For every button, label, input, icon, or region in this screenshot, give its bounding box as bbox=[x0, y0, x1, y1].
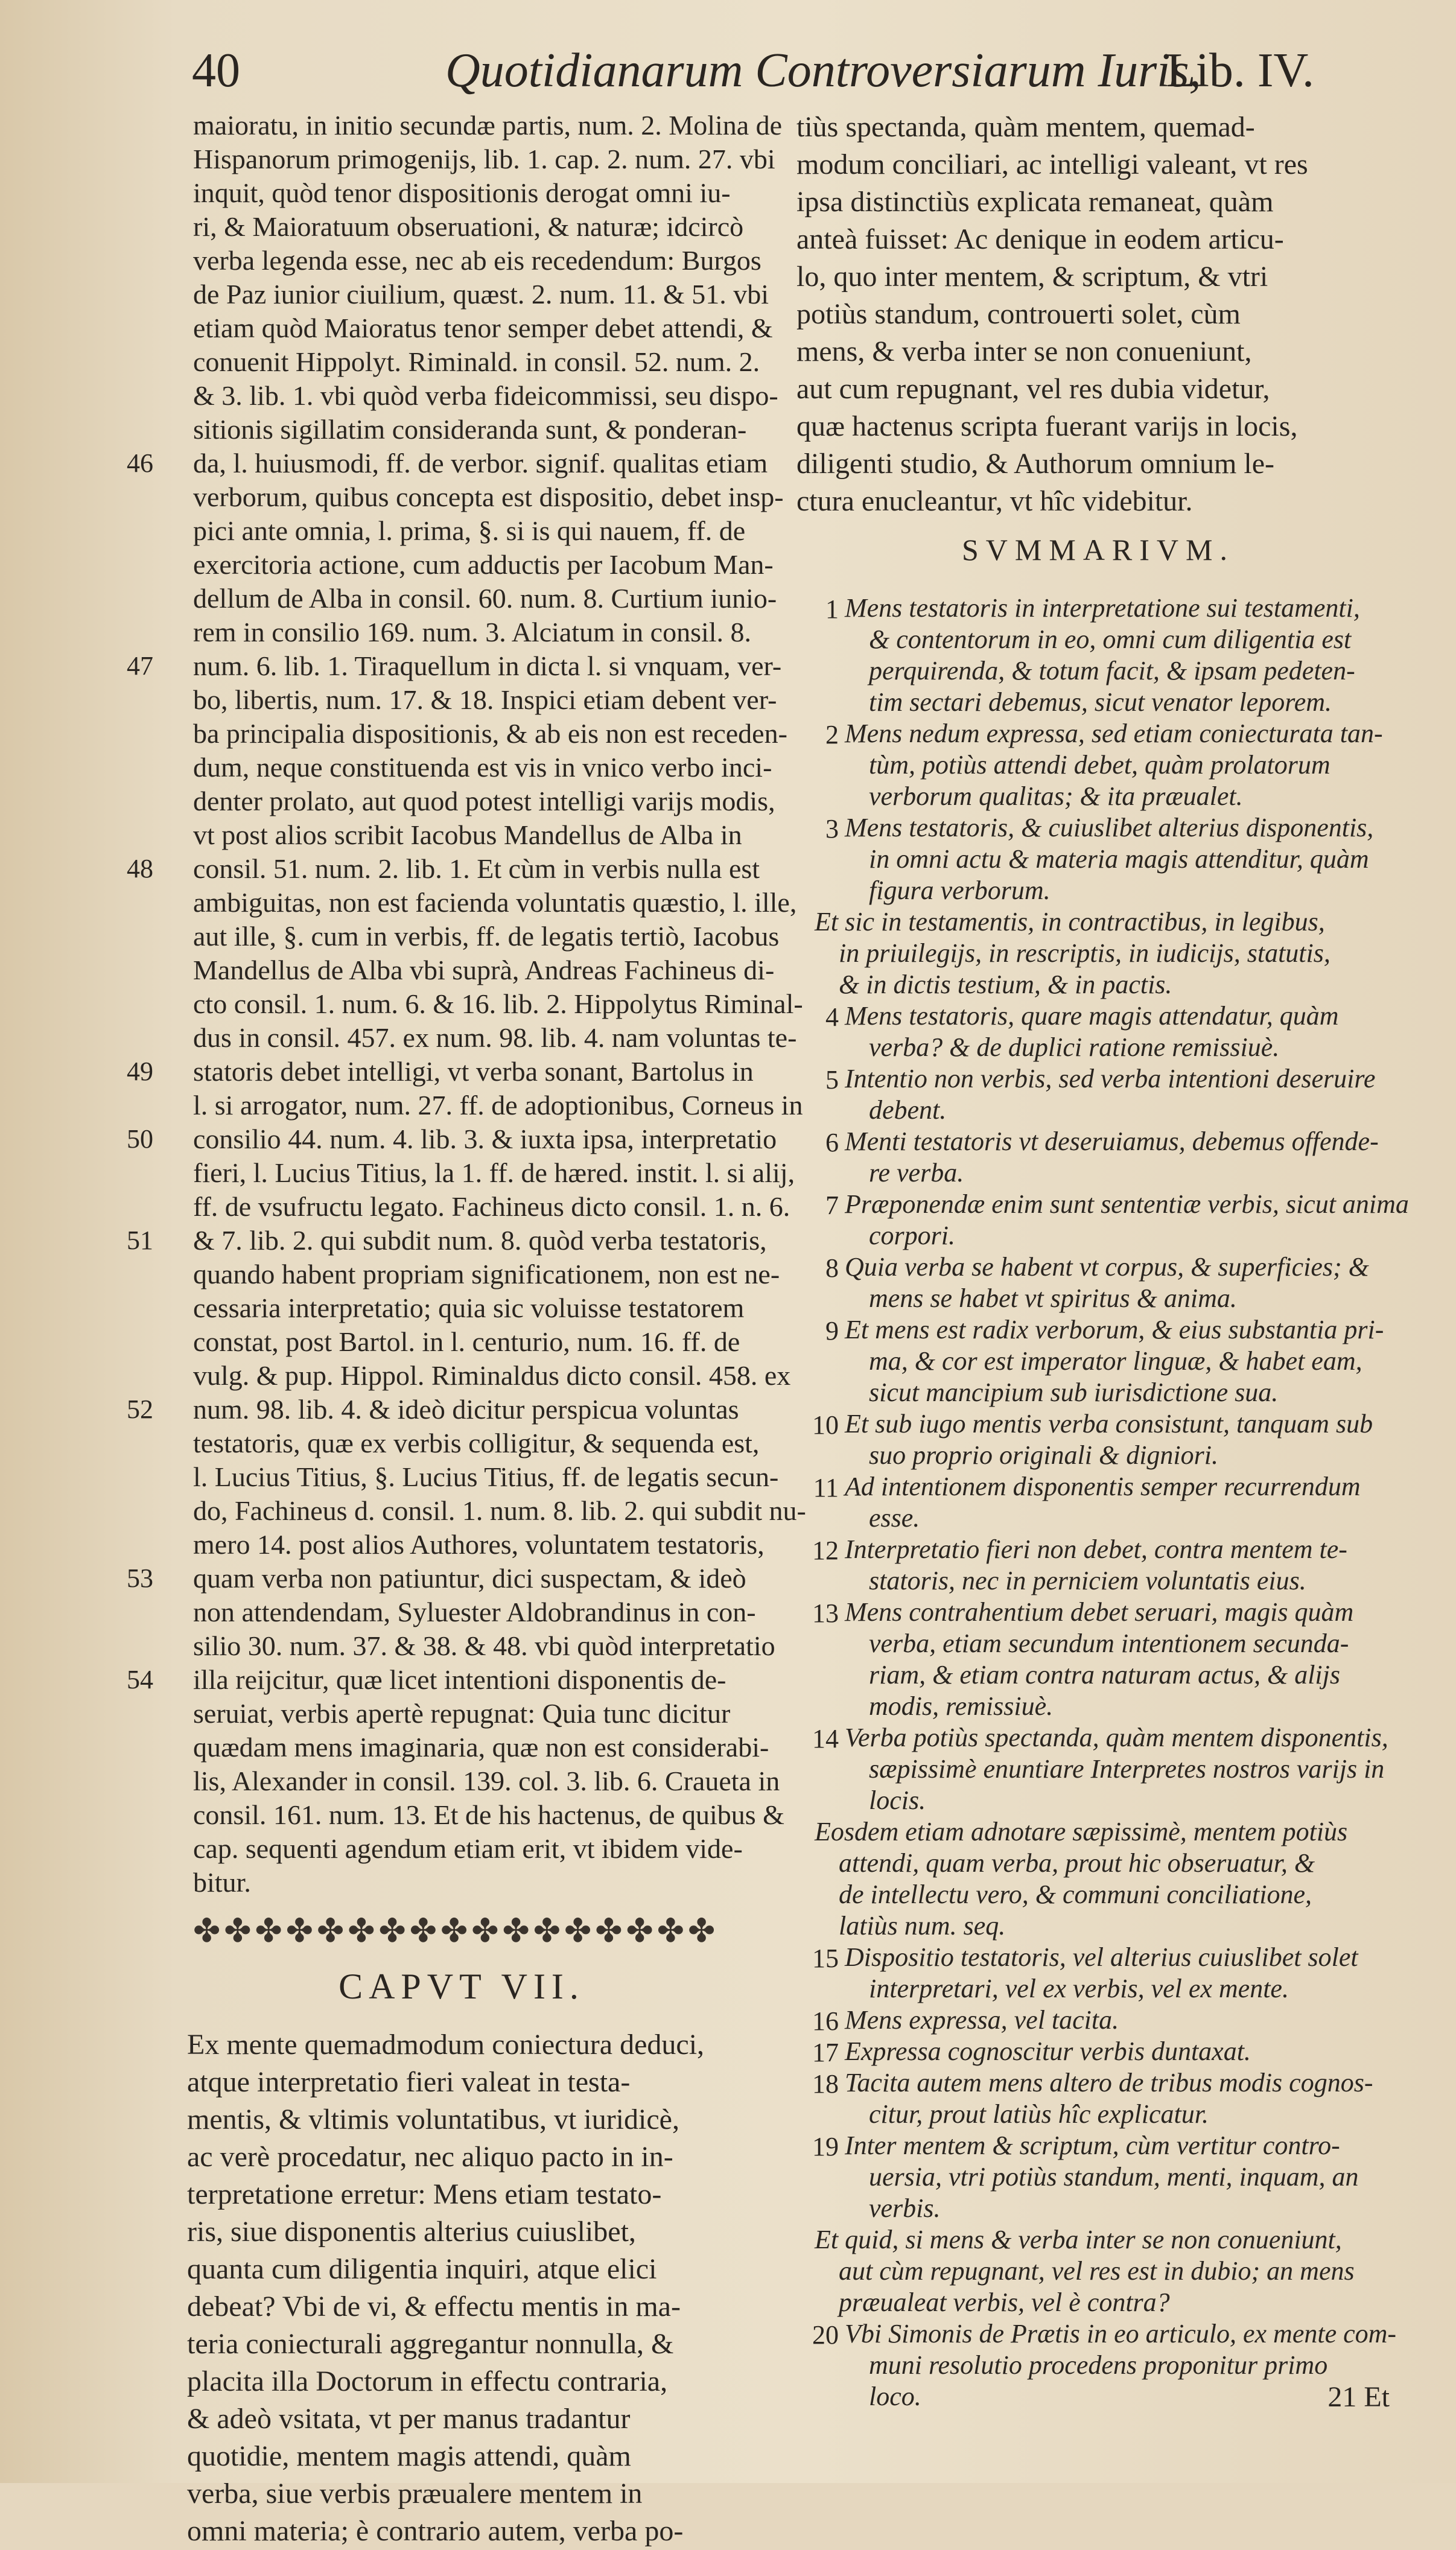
text-line: de Paz iunior ciuilium, quæst. 2. num. 11. & 51. vbi bbox=[193, 279, 769, 310]
summary-line: Eosdem etiam adnotare sæpissimè, mentem potiùs bbox=[815, 1817, 1348, 1846]
text-line: ba principalia dispositionis, & ab eis non est receden- bbox=[193, 718, 787, 749]
text-line: teria coniecturali aggregantur nonnulla, & bbox=[187, 2328, 674, 2360]
summary-item bbox=[796, 2067, 1400, 2130]
text-line: l. si arrogator, num. 27. ff. de adoptionibus, Corneus in bbox=[193, 1090, 803, 1121]
summary-item bbox=[796, 718, 1400, 812]
text-line: lis, Alexander in consil. 139. col. 3. lib. 6. Craueta in bbox=[193, 1766, 780, 1796]
text-line: verba, siue verbis præualere mentem in bbox=[187, 2478, 643, 2510]
summary-line: sicut mancipium sub iurisdictione sua. bbox=[869, 1378, 1279, 1407]
text-line: Mandellus de Alba vbi suprà, Andreas Fachineus di- bbox=[193, 955, 775, 985]
margin-number: 46 bbox=[127, 448, 153, 478]
summary-item bbox=[796, 1000, 1400, 1063]
summary-line: mens se habet vt spiritus & anima. bbox=[869, 1283, 1237, 1313]
summary-line: verborum qualitas; & ita præualet. bbox=[869, 781, 1243, 811]
summary-number: 19 bbox=[812, 2132, 839, 2161]
summary-item bbox=[796, 1063, 1400, 1126]
summary-line: Verba potiùs spectanda, quàm mentem disponentis, bbox=[845, 1723, 1388, 1752]
summary-line: Mens expressa, vel tacita. bbox=[845, 2005, 1119, 2035]
summary-item bbox=[796, 1597, 1400, 1722]
text-line: fieri, l. Lucius Titius, la 1. ff. de hæred. instit. l. si alij, bbox=[193, 1157, 795, 1188]
summary-number: 12 bbox=[812, 1536, 839, 1565]
text-line: pici ante omnia, l. prima, §. si is qui nauem, ff. de bbox=[193, 515, 746, 546]
summary-line: muni resolutio procedens proponitur primo bbox=[869, 2350, 1328, 2380]
text-line: modum conciliari, ac intelligi valeant, vt res bbox=[796, 148, 1308, 180]
chapter-heading: CAPVT VII. bbox=[339, 1967, 585, 2006]
summary-line: sæpissimè enuntiare Interpretes nostros varijs in bbox=[869, 1754, 1385, 1784]
text-line: dus in consil. 457. ex num. 98. lib. 4. nam voluntas te- bbox=[193, 1022, 797, 1053]
summary-item bbox=[796, 593, 1400, 718]
text-line: terpretatione erretur: Mens etiam testato- bbox=[187, 2178, 662, 2210]
text-line: ac verè procedatur, nec aliquo pacto in in- bbox=[187, 2141, 673, 2173]
text-line: bitur. bbox=[193, 1867, 251, 1898]
text-line: ctura enucleantur, vt hîc videbitur. bbox=[796, 485, 1193, 517]
summary-item bbox=[796, 1471, 1400, 1534]
text-line: illa reijcitur, quæ licet intentioni disponentis de- bbox=[193, 1664, 726, 1695]
summary-item bbox=[796, 1942, 1400, 2005]
catchword: 21 Et bbox=[1327, 2381, 1390, 2413]
margin-number: 49 bbox=[127, 1057, 153, 1086]
summary-number: 15 bbox=[812, 1944, 839, 1973]
summary-heading: SVMMARIVM. bbox=[961, 533, 1235, 567]
text-line: ri, & Maioratuum obseruationi, & naturæ; idcircò bbox=[193, 211, 744, 242]
text-line: ambiguitas, non est facienda voluntatis quæstio, l. ille, bbox=[193, 887, 797, 918]
summary-line: Mens contrahentium debet seruari, magis quàm bbox=[845, 1597, 1354, 1627]
summary-line: Dispositio testatoris, vel alterius cuiuslibet solet bbox=[845, 1942, 1358, 1972]
summary-line: tim sectari debemus, sicut venator leporem. bbox=[869, 687, 1332, 717]
summary-line: citur, prout latiùs hîc explicatur. bbox=[869, 2099, 1209, 2129]
right-column bbox=[796, 109, 1409, 2412]
summary-item bbox=[796, 1816, 1400, 1942]
text-line: & adeò vsitata, vt per manus tradantur bbox=[187, 2403, 631, 2435]
text-line: ipsa distinctiùs explicata remaneat, quàm bbox=[796, 186, 1274, 218]
text-line: tiùs spectanda, quàm mentem, quemad- bbox=[796, 111, 1255, 143]
summary-line: verba? & de duplici ratione remissiuè. bbox=[869, 1032, 1280, 1062]
text-line: anteà fuisset: Ac denique in eodem articu- bbox=[796, 223, 1284, 255]
summary-line: Et mens est radix verborum, & eius substantia pri- bbox=[845, 1315, 1384, 1344]
text-line: exercitoria actione, cum adductis per Iacobum Man- bbox=[193, 549, 774, 580]
commentary-text bbox=[127, 109, 806, 1900]
summary-line: uersia, vtri potiùs standum, menti, inquam, an bbox=[869, 2162, 1359, 2192]
text-line: quæ hactenus scripta fuerant varijs in locis, bbox=[796, 410, 1298, 442]
summary-line: re verba. bbox=[869, 1158, 964, 1188]
text-line: maioratu, in initio secundæ partis, num. 2. Molina de bbox=[193, 110, 783, 141]
summary-line: Et quid, si mens & verba inter se non conueniunt, bbox=[815, 2225, 1342, 2254]
summary-item bbox=[796, 1189, 1409, 1251]
margin-number: 50 bbox=[127, 1124, 153, 1154]
summary-number: 10 bbox=[812, 1410, 839, 1440]
summary-line: Menti testatoris vt deseruiamus, debemus offende- bbox=[845, 1127, 1379, 1156]
chapter-argument bbox=[127, 2026, 796, 2550]
summary-line: Quia verba se habent vt corpus, & superficies; & bbox=[845, 1252, 1369, 1282]
summary-item bbox=[796, 1534, 1400, 1597]
text-line: num. 98. lib. 4. & ideò dicitur perspicua voluntas bbox=[193, 1394, 739, 1425]
text-line: bo, libertis, num. 17. & 18. Inspici etiam debent ver- bbox=[193, 684, 777, 715]
summary-line: modis, remissiuè. bbox=[869, 1691, 1054, 1721]
text-line: consilio 44. num. 4. lib. 3. & iuxta ipsa, interpretatio bbox=[193, 1124, 777, 1154]
summary-number: 3 bbox=[825, 814, 839, 844]
text-line: & 3. lib. 1. vbi quòd verba fideicommissi, seu dispo- bbox=[193, 380, 778, 411]
text-line: aut ille, §. cum in verbis, ff. de legatis tertiò, Iacobus bbox=[193, 921, 780, 952]
text-line: consil. 161. num. 13. Et de his hactenus, de quibus & bbox=[193, 1799, 784, 1830]
summary-line: perquirenda, & totum facit, & ipsam pedeten- bbox=[869, 656, 1355, 685]
summary-line: esse. bbox=[869, 1503, 920, 1533]
text-line: mentis, & vltimis voluntatibus, vt iuridicè, bbox=[187, 2103, 679, 2135]
text-line: do, Fachineus d. consil. 1. num. 8. lib. 2. qui subdit nu- bbox=[193, 1495, 806, 1526]
summary-number: 11 bbox=[813, 1473, 839, 1502]
summary-line: corpori. bbox=[869, 1221, 955, 1250]
margin-number: 52 bbox=[127, 1394, 153, 1424]
summary-line: tùm, potiùs attendi debet, quàm prolatorum bbox=[869, 750, 1330, 780]
text-line: inquit, quòd tenor dispositionis derogat omni iu- bbox=[193, 177, 731, 208]
summary-item bbox=[796, 1314, 1400, 1408]
text-line: testatoris, quæ ex verbis colligitur, & sequenda est, bbox=[193, 1428, 760, 1458]
page-number: 40 bbox=[192, 44, 240, 97]
summary-line: & contentorum in eo, omni cum diligentia est bbox=[869, 625, 1352, 654]
text-line: quam verba non patiuntur, dici suspectam, & ideò bbox=[193, 1563, 746, 1594]
summary-line: interpretari, vel ex verbis, vel ex mente. bbox=[869, 1974, 1289, 2003]
text-line: mens, & verba inter se non conueniunt, bbox=[796, 335, 1252, 367]
text-line: vt post alios scribit Iacobus Mandellus de Alba in bbox=[193, 819, 742, 850]
summary-line: & in dictis testium, & in pactis. bbox=[839, 970, 1172, 999]
summary-item bbox=[796, 812, 1400, 906]
summary-item bbox=[796, 1408, 1400, 1471]
summary-line: verba, etiam secundum intentionem secunda- bbox=[869, 1629, 1349, 1658]
text-line: verba legenda esse, nec ab eis recedendum: Burgos bbox=[193, 245, 761, 276]
text-line: cap. sequenti agendum etiam erit, vt ibidem vide- bbox=[193, 1833, 743, 1864]
text-line: denter prolato, aut quod potest intelligi varijs modis, bbox=[193, 786, 775, 816]
text-line: placita illa Doctorum in effectu contraria, bbox=[187, 2365, 668, 2397]
summary-line: suo proprio originali & digniori. bbox=[869, 1440, 1219, 1470]
summary-line: aut cùm repugnant, vel res est in dubio; an mens bbox=[839, 2256, 1355, 2286]
summary-line: verbis. bbox=[869, 2193, 941, 2223]
summary-number: 17 bbox=[812, 2038, 839, 2067]
summary-line: debent. bbox=[869, 1095, 947, 1125]
text-line: dum, neque constituenda est vis in vnico verbo inci- bbox=[193, 752, 772, 783]
text-line: rem in consilio 169. num. 3. Alciatum in consil. 8. bbox=[193, 617, 752, 647]
summary-line: statoris, nec in perniciem voluntatis eius. bbox=[869, 1566, 1306, 1595]
summary-number: 5 bbox=[825, 1065, 839, 1095]
summary-line: Mens testatoris, quare magis attendatur, quàm bbox=[845, 1001, 1339, 1031]
chapter-argument-continued bbox=[796, 109, 1400, 520]
text-line: aut cum repugnant, vel res dubia videtur, bbox=[796, 373, 1270, 405]
summary-line: Præponendæ enim sunt sententiæ verbis, sicut anima bbox=[845, 1189, 1409, 1219]
text-line: sitionis sigillatim consideranda sunt, & ponderan- bbox=[193, 414, 747, 445]
text-line: quædam mens imaginaria, quæ non est considerabi- bbox=[193, 1732, 769, 1763]
text-line: potiùs standum, controuerti solet, cùm bbox=[796, 298, 1241, 330]
ornament-band: ✤✤✤✤✤✤✤✤✤✤✤✤✤✤✤✤✤ bbox=[193, 1913, 719, 1949]
margin-number: 48 bbox=[127, 854, 153, 883]
text-line: atque interpretatio fieri valeat in testa- bbox=[187, 2066, 631, 2098]
summary-line: Intentio non verbis, sed verba intentioni deseruire bbox=[845, 1064, 1376, 1093]
text-line: cto consil. 1. num. 6. & 16. lib. 2. Hippolytus Riminal- bbox=[193, 988, 803, 1019]
text-line: Ex mente quemadmodum coniectura deduci, bbox=[187, 2029, 705, 2061]
running-title: Quotidianarum Controversiarum Iuris, bbox=[445, 44, 1201, 97]
text-line: seruiat, verbis apertè repugnat: Quia tunc dicitur bbox=[193, 1698, 731, 1729]
running-header bbox=[192, 37, 1314, 116]
text-line: num. 6. lib. 1. Tiraquellum in dicta l. si vnquam, ver- bbox=[193, 650, 782, 681]
text-line: cessaria interpretatio; quia sic voluisse testatorem bbox=[193, 1292, 745, 1323]
summary-line: Mens testatoris, & cuiuslibet alterius disponentis, bbox=[845, 813, 1374, 842]
summary-number: 1 bbox=[825, 594, 839, 624]
text-line: conuenit Hippolyt. Riminald. in consil. 52. num. 2. bbox=[193, 346, 760, 377]
summary-item bbox=[796, 1126, 1400, 1189]
text-line: diligenti studio, & Authorum omnium le- bbox=[796, 448, 1274, 480]
text-line: statoris debet intelligi, vt verba sonant, Bartolus in bbox=[193, 1056, 754, 1087]
summary-item bbox=[796, 2130, 1400, 2224]
summary-line: in priuilegijs, in rescriptis, in iudicijs, statutis, bbox=[839, 938, 1330, 968]
summary-number: 13 bbox=[812, 1598, 839, 1628]
margin-number: 53 bbox=[127, 1563, 153, 1593]
summary-line: latiùs num. seq. bbox=[839, 1911, 1006, 1941]
text-line: lo, quo inter mentem, & scriptum, & vtri bbox=[796, 261, 1268, 293]
summary-number: 14 bbox=[812, 1724, 839, 1754]
summary-number: 7 bbox=[825, 1191, 839, 1220]
text-line: non attendendam, Syluester Aldobrandinus in con- bbox=[193, 1597, 756, 1627]
text-line: etiam quòd Maioratus tenor semper debet attendi, & bbox=[193, 313, 773, 343]
summary-line: loco. bbox=[869, 2382, 921, 2411]
summary-line: Inter mentem & scriptum, cùm vertitur contro- bbox=[845, 2131, 1340, 2160]
summary-line: Mens testatoris in interpretatione sui testamenti, bbox=[845, 593, 1360, 623]
summary-line: Tacita autem mens altero de tribus modis cognos- bbox=[845, 2068, 1373, 2097]
text-line: dellum de Alba in consil. 60. num. 8. Curtium iunio- bbox=[193, 583, 777, 614]
left-column bbox=[127, 109, 806, 2550]
summary-line: ma, & cor est imperator linguæ, & habet eam, bbox=[869, 1346, 1362, 1376]
summary-item bbox=[796, 1251, 1400, 1314]
summary-item bbox=[796, 2036, 1400, 2067]
margin-number: 51 bbox=[127, 1226, 153, 1255]
summary-line: Et sub iugo mentis verba consistunt, tanquam sub bbox=[845, 1409, 1373, 1439]
summary-number: 6 bbox=[825, 1128, 839, 1157]
summary-item bbox=[796, 2318, 1400, 2412]
summary-number: 16 bbox=[812, 2006, 839, 2036]
text-line: ris, siue disponentis alterius cuiuslibet, bbox=[187, 2216, 636, 2248]
summary-line: figura verborum. bbox=[869, 876, 1051, 905]
summary-line: Et sic in testamentis, in contractibus, in legibus, bbox=[815, 907, 1325, 936]
summary-number: 20 bbox=[812, 2320, 839, 2350]
summary-number: 18 bbox=[812, 2069, 839, 2099]
text-line: quanta cum diligentia inquiri, atque elici bbox=[187, 2253, 657, 2285]
text-line: ff. de vsufructu legato. Fachineus dicto consil. 1. n. 6. bbox=[193, 1191, 790, 1222]
text-line: constat, post Bartol. in l. centurio, num. 16. ff. de bbox=[193, 1326, 740, 1357]
summary-line: locis. bbox=[869, 1785, 926, 1815]
text-line: quotidie, mentem magis attendi, quàm bbox=[187, 2440, 631, 2472]
book-number: Lib. IV. bbox=[1166, 44, 1314, 97]
summary-item bbox=[796, 2224, 1400, 2318]
summary-line: præualeat verbis, vel è contra? bbox=[839, 2288, 1170, 2317]
text-line: mero 14. post alios Authores, voluntatem testatoris, bbox=[193, 1529, 765, 1560]
margin-number: 47 bbox=[127, 651, 153, 681]
summary-line: Expressa cognoscitur verbis duntaxat. bbox=[845, 2037, 1251, 2066]
summary-number: 9 bbox=[825, 1316, 839, 1346]
summary-number: 4 bbox=[825, 1002, 839, 1032]
text-line: & 7. lib. 2. qui subdit num. 8. quòd verba testatoris, bbox=[193, 1225, 767, 1256]
summary-line: riam, & etiam contra naturam actus, & alijs bbox=[869, 1660, 1340, 1690]
summary-line: attendi, quam verba, prout hic obseruatur, & bbox=[839, 1848, 1315, 1878]
text-line: omni materia; è contrario autem, verba po- bbox=[187, 2515, 684, 2547]
text-line: vulg. & pup. Hippol. Riminaldus dicto consil. 458. ex bbox=[193, 1360, 791, 1391]
text-line: Hispanorum primogenijs, lib. 1. cap. 2. num. 27. vbi bbox=[193, 144, 775, 174]
text-line: l. Lucius Titius, §. Lucius Titius, ff. de legatis secun- bbox=[193, 1461, 779, 1492]
summary-line: in omni actu & materia magis attenditur, quàm bbox=[869, 844, 1369, 874]
summary-line: Vbi Simonis de Prætis in eo articulo, ex mente com- bbox=[845, 2319, 1397, 2348]
summary-line: Interpretatio fieri non debet, contra mentem te- bbox=[845, 1534, 1347, 1564]
text-line: silio 30. num. 37. & 38. & 48. vbi quòd interpretatio bbox=[193, 1630, 775, 1661]
summary-item bbox=[796, 906, 1400, 1000]
summary-item bbox=[796, 2005, 1400, 2036]
summary-line: Ad intentionem disponentis semper recurrendum bbox=[845, 1472, 1361, 1501]
summary-number: 2 bbox=[825, 720, 839, 749]
text-line: debeat? Vbi de vi, & effectu mentis in ma- bbox=[187, 2291, 681, 2323]
text-line: da, l. huiusmodi, ff. de verbor. signif. qualitas etiam bbox=[193, 448, 768, 479]
summary-line: Mens nedum expressa, sed etiam coniecturata tan- bbox=[845, 719, 1383, 748]
margin-number: 54 bbox=[127, 1665, 153, 1694]
summary-line: de intellectu vero, & communi conciliatione, bbox=[839, 1880, 1312, 1909]
summary-item bbox=[796, 1722, 1400, 1816]
text-line: verborum, quibus concepta est dispositio, debet insp- bbox=[193, 482, 784, 512]
text-line: quando habent propriam significationem, non est ne- bbox=[193, 1259, 780, 1289]
summary-number: 8 bbox=[825, 1253, 839, 1283]
summary-list bbox=[796, 593, 1409, 2412]
text-line: consil. 51. num. 2. lib. 1. Et cùm in verbis nulla est bbox=[193, 853, 760, 884]
